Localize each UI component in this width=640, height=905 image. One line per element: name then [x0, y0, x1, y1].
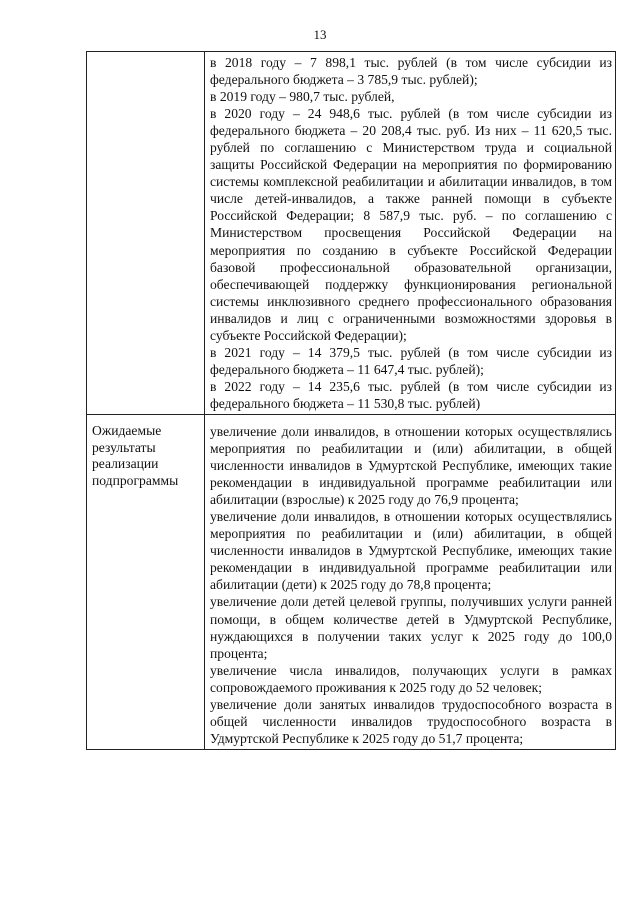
row-content-cell	[205, 414, 616, 749]
result-adults-rehab: увеличение доли инвалидов, в отношении которых осуществлялись мероприятия по реабилитации и (или) абилитации, в общей численности инвалидов в Удмуртской Республике, имеющих такие рекомендации в индивидуальной программе реабилитации или абилитации (взрослые) к 2025 году до 76,9 процента;	[210, 423, 612, 508]
row-label-expected-results: Ожидаемые результаты реализации подпрограммы	[92, 422, 179, 488]
subprogram-passport-table	[86, 51, 616, 750]
funding-2018: в 2018 году – 7 898,1 тыс. рублей (в том числе субсидии из федерального бюджета – 3 785,9 тыс. рублей);	[210, 55, 612, 88]
funding-2022: в 2022 году – 14 235,6 тыс. рублей (в том числе субсидии из федерального бюджета – 11 530,8 тыс. рублей)	[210, 378, 612, 411]
funding-2021: в 2021 году – 14 379,5 тыс. рублей (в том числе субсидии из федерального бюджета – 11 647,4 тыс. рублей);	[210, 344, 612, 377]
funding-2020: в 2020 году – 24 948,6 тыс. рублей (в том числе субсидии из федерального бюджета – 20 208,4 тыс. руб. Из них – 11 620,5 тыс. рублей по соглашению с Министерством труда и социальной защиты Российской Федерации на мероприятия по формированию системы комплексной реабилитации и абилитации инвалидов, в том числе детей-инвалидов, а также ранней помощи в субъекте Российской Федерации; 8 587,9 тыс. руб. – по соглашению с Министерством просвещения Российской Федерации на мероприятия по созданию в субъекте Российской Федерации базовой профессиональной образовательной организации, обеспечивающей поддержку функционирования региональной системы инклюзивного среднего профессионального образования инвалидов и лиц с ограниченными возможностями здоровья в субъекте Российской Федерации);	[210, 106, 612, 343]
table-row-funding	[87, 52, 616, 415]
result-employment: увеличение доли занятых инвалидов трудоспособного возраста в общей численности инвалидов трудоспособного возраста в Удмуртской Республике к 2025 году до 51,7 процента;	[210, 696, 612, 746]
result-early-help: увеличение доли детей целевой группы, получивших услуги ранней помощи, в общем количестве детей в Удмуртской Республике, нуждающихся в получении таких услуг к 2025 году до 100,0 процента;	[210, 594, 612, 661]
funding-2019: в 2019 году – 980,7 тыс. рублей,	[210, 89, 395, 105]
row-label-cell	[87, 52, 205, 415]
result-supported-living: увеличение числа инвалидов, получающих услуги в рамках сопровождаемого проживания к 2025 году до 52 человек;	[210, 662, 612, 695]
table-row-expected-results	[87, 414, 616, 749]
row-content-cell	[205, 52, 616, 415]
page-number: 13	[313, 27, 327, 42]
row-label-cell	[87, 414, 205, 749]
row-label	[87, 52, 204, 60]
result-children-rehab: увеличение доли инвалидов, в отношении которых осуществлялись мероприятия по реабилитации и (или) абилитации, в общей численности инвалидов в Удмуртской Республике, имеющих такие рекомендации в индивидуальной программе реабилитации или абилитации (дети) к 2025 году до 78,8 процента;	[210, 509, 612, 593]
